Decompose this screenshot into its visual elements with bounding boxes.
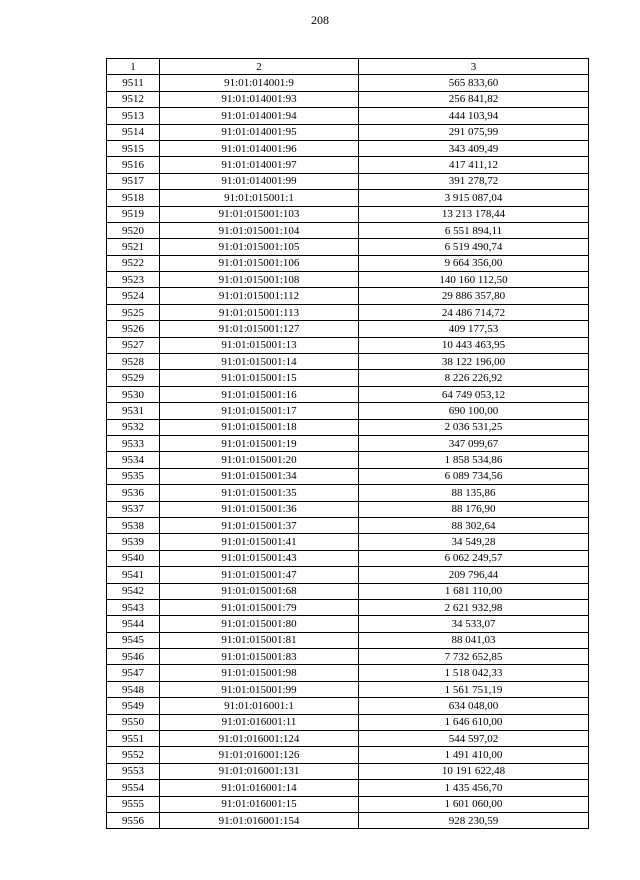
row-number-cell: 9543 — [107, 599, 160, 615]
row-number-cell: 9532 — [107, 419, 160, 435]
row-number-cell: 9518 — [107, 190, 160, 206]
value-cell: 6 089 734,56 — [359, 468, 589, 484]
table-row — [107, 763, 589, 779]
cadastral-number-cell: 91:01:016001:14 — [160, 780, 359, 796]
table-row — [107, 419, 589, 435]
row-number-cell: 9522 — [107, 255, 160, 271]
value-cell: 34 533,07 — [359, 616, 589, 632]
table-row — [107, 108, 589, 124]
row-number-cell: 9553 — [107, 763, 160, 779]
value-cell: 634 048,00 — [359, 698, 589, 714]
cadastral-number-cell: 91:01:016001:154 — [160, 812, 359, 828]
table-row — [107, 501, 589, 517]
row-number-cell: 9523 — [107, 272, 160, 288]
table-row — [107, 239, 589, 255]
value-cell: 13 213 178,44 — [359, 206, 589, 222]
row-number-cell: 9515 — [107, 140, 160, 156]
row-number-cell: 9531 — [107, 403, 160, 419]
table-row — [107, 222, 589, 238]
table-row — [107, 714, 589, 730]
cadastral-number-cell: 91:01:015001:35 — [160, 485, 359, 501]
table-row — [107, 599, 589, 615]
value-cell: 444 103,94 — [359, 108, 589, 124]
value-cell: 24 486 714,72 — [359, 304, 589, 320]
value-cell: 10 191 622,48 — [359, 763, 589, 779]
table-row — [107, 747, 589, 763]
table-row — [107, 731, 589, 747]
value-cell: 2 621 932,98 — [359, 599, 589, 615]
column-header-3: 3 — [359, 59, 589, 75]
cadastral-number-cell: 91:01:014001:95 — [160, 124, 359, 140]
cadastral-number-cell: 91:01:015001:20 — [160, 452, 359, 468]
cadastral-number-cell: 91:01:015001:18 — [160, 419, 359, 435]
cadastral-number-cell: 91:01:015001:98 — [160, 665, 359, 681]
table-row — [107, 173, 589, 189]
cadastral-number-cell: 91:01:016001:1 — [160, 698, 359, 714]
cadastral-number-cell: 91:01:015001:68 — [160, 583, 359, 599]
table-row — [107, 665, 589, 681]
cadastral-number-cell: 91:01:015001:103 — [160, 206, 359, 222]
table-row — [107, 567, 589, 583]
value-cell: 38 122 196,00 — [359, 354, 589, 370]
value-cell: 2 036 531,25 — [359, 419, 589, 435]
cadastral-number-cell: 91:01:015001:14 — [160, 354, 359, 370]
column-header-1: 1 — [107, 59, 160, 75]
value-cell: 88 176,90 — [359, 501, 589, 517]
cadastral-number-cell: 91:01:015001:127 — [160, 321, 359, 337]
row-number-cell: 9546 — [107, 649, 160, 665]
table-row — [107, 517, 589, 533]
cadastral-number-cell: 91:01:015001:81 — [160, 632, 359, 648]
row-number-cell: 9526 — [107, 321, 160, 337]
cadastral-number-cell: 91:01:015001:113 — [160, 304, 359, 320]
value-cell: 1 646 610,00 — [359, 714, 589, 730]
cadastral-number-cell: 91:01:015001:106 — [160, 255, 359, 271]
row-number-cell: 9547 — [107, 665, 160, 681]
table-row — [107, 190, 589, 206]
value-cell: 343 409,49 — [359, 140, 589, 156]
row-number-cell: 9527 — [107, 337, 160, 353]
value-cell: 1 601 060,00 — [359, 796, 589, 812]
table-row — [107, 157, 589, 173]
cadastral-number-cell: 91:01:015001:15 — [160, 370, 359, 386]
table-row — [107, 468, 589, 484]
cadastral-number-cell: 91:01:014001:94 — [160, 108, 359, 124]
value-cell: 6 551 894,11 — [359, 222, 589, 238]
value-cell: 34 549,28 — [359, 534, 589, 550]
column-header-2: 2 — [160, 59, 359, 75]
value-cell: 8 226 226,92 — [359, 370, 589, 386]
cadastral-number-cell: 91:01:015001:80 — [160, 616, 359, 632]
value-cell: 1 435 456,70 — [359, 780, 589, 796]
row-number-cell: 9535 — [107, 468, 160, 484]
table-header — [107, 59, 589, 75]
header-row — [107, 59, 589, 75]
value-cell: 6 519 490,74 — [359, 239, 589, 255]
value-cell: 1 561 751,19 — [359, 681, 589, 697]
row-number-cell: 9514 — [107, 124, 160, 140]
row-number-cell: 9517 — [107, 173, 160, 189]
cadastral-number-cell: 91:01:015001:99 — [160, 681, 359, 697]
table-row — [107, 698, 589, 714]
row-number-cell: 9530 — [107, 386, 160, 402]
table-row — [107, 796, 589, 812]
cadastral-number-cell: 91:01:015001:108 — [160, 272, 359, 288]
cadastral-number-cell: 91:01:014001:9 — [160, 75, 359, 91]
table-row — [107, 337, 589, 353]
value-cell: 565 833,60 — [359, 75, 589, 91]
value-cell: 544 597,02 — [359, 731, 589, 747]
row-number-cell: 9521 — [107, 239, 160, 255]
table-row — [107, 452, 589, 468]
table-row — [107, 632, 589, 648]
cadastral-number-cell: 91:01:016001:15 — [160, 796, 359, 812]
row-number-cell: 9512 — [107, 91, 160, 107]
table-row — [107, 485, 589, 501]
cadastral-number-cell: 91:01:016001:131 — [160, 763, 359, 779]
row-number-cell: 9544 — [107, 616, 160, 632]
row-number-cell: 9519 — [107, 206, 160, 222]
cadastral-number-cell: 91:01:015001:1 — [160, 190, 359, 206]
value-cell: 417 411,12 — [359, 157, 589, 173]
value-cell: 10 443 463,95 — [359, 337, 589, 353]
row-number-cell: 9536 — [107, 485, 160, 501]
row-number-cell: 9550 — [107, 714, 160, 730]
cadastral-number-cell: 91:01:015001:79 — [160, 599, 359, 615]
table-row — [107, 681, 589, 697]
row-number-cell: 9529 — [107, 370, 160, 386]
table-row — [107, 649, 589, 665]
row-number-cell: 9513 — [107, 108, 160, 124]
table-row — [107, 75, 589, 91]
cadastral-number-cell: 91:01:015001:83 — [160, 649, 359, 665]
table-row — [107, 583, 589, 599]
value-cell: 140 160 112,50 — [359, 272, 589, 288]
value-cell: 291 075,99 — [359, 124, 589, 140]
table-row — [107, 354, 589, 370]
cadastral-number-cell: 91:01:015001:34 — [160, 468, 359, 484]
value-cell: 88 041,03 — [359, 632, 589, 648]
table-row — [107, 321, 589, 337]
value-cell: 29 886 357,80 — [359, 288, 589, 304]
value-cell: 1 858 534,86 — [359, 452, 589, 468]
value-cell: 88 302,64 — [359, 517, 589, 533]
cadastral-number-cell: 91:01:015001:16 — [160, 386, 359, 402]
cadastral-number-cell: 91:01:015001:36 — [160, 501, 359, 517]
value-cell: 928 230,59 — [359, 812, 589, 828]
table-row — [107, 140, 589, 156]
cadastral-number-cell: 91:01:015001:104 — [160, 222, 359, 238]
value-cell: 409 177,53 — [359, 321, 589, 337]
row-number-cell: 9538 — [107, 517, 160, 533]
value-cell: 64 749 053,12 — [359, 386, 589, 402]
table-row — [107, 386, 589, 402]
cadastral-number-cell: 91:01:015001:17 — [160, 403, 359, 419]
cadastral-number-cell: 91:01:014001:97 — [160, 157, 359, 173]
row-number-cell: 9545 — [107, 632, 160, 648]
value-cell: 6 062 249,57 — [359, 550, 589, 566]
row-number-cell: 9551 — [107, 731, 160, 747]
table-row — [107, 616, 589, 632]
table-row — [107, 435, 589, 451]
row-number-cell: 9537 — [107, 501, 160, 517]
cadastral-number-cell: 91:01:014001:99 — [160, 173, 359, 189]
value-cell: 1 681 110,00 — [359, 583, 589, 599]
table-row — [107, 780, 589, 796]
row-number-cell: 9533 — [107, 435, 160, 451]
row-number-cell: 9549 — [107, 698, 160, 714]
cadastral-number-cell: 91:01:015001:112 — [160, 288, 359, 304]
row-number-cell: 9540 — [107, 550, 160, 566]
row-number-cell: 9542 — [107, 583, 160, 599]
table-row — [107, 255, 589, 271]
row-number-cell: 9516 — [107, 157, 160, 173]
value-cell: 391 278,72 — [359, 173, 589, 189]
value-cell: 256 841,82 — [359, 91, 589, 107]
value-cell: 3 915 087,04 — [359, 190, 589, 206]
value-cell: 1 518 042,33 — [359, 665, 589, 681]
cadastral-number-cell: 91:01:016001:124 — [160, 731, 359, 747]
row-number-cell: 9552 — [107, 747, 160, 763]
row-number-cell: 9520 — [107, 222, 160, 238]
cadastral-number-cell: 91:01:015001:19 — [160, 435, 359, 451]
table-row — [107, 550, 589, 566]
cadastral-number-cell: 91:01:016001:126 — [160, 747, 359, 763]
cadastral-number-cell: 91:01:015001:37 — [160, 517, 359, 533]
row-number-cell: 9511 — [107, 75, 160, 91]
table-row — [107, 206, 589, 222]
table-row — [107, 304, 589, 320]
row-number-cell: 9548 — [107, 681, 160, 697]
row-number-cell: 9555 — [107, 796, 160, 812]
value-cell: 1 491 410,00 — [359, 747, 589, 763]
cadastral-number-cell: 91:01:014001:96 — [160, 140, 359, 156]
row-number-cell: 9525 — [107, 304, 160, 320]
table-row — [107, 272, 589, 288]
cadastral-number-cell: 91:01:015001:13 — [160, 337, 359, 353]
table-body — [107, 75, 589, 829]
table-row — [107, 288, 589, 304]
cadastral-number-cell: 91:01:016001:11 — [160, 714, 359, 730]
table-row — [107, 91, 589, 107]
table-row — [107, 812, 589, 828]
row-number-cell: 9539 — [107, 534, 160, 550]
cadastral-number-cell: 91:01:014001:93 — [160, 91, 359, 107]
cadastral-number-cell: 91:01:015001:47 — [160, 567, 359, 583]
row-number-cell: 9556 — [107, 812, 160, 828]
table-row — [107, 124, 589, 140]
table-row — [107, 534, 589, 550]
cadastral-number-cell: 91:01:015001:43 — [160, 550, 359, 566]
page-number: 208 — [311, 13, 329, 27]
row-number-cell: 9534 — [107, 452, 160, 468]
table-row — [107, 370, 589, 386]
cadastral-number-cell: 91:01:015001:105 — [160, 239, 359, 255]
row-number-cell: 9554 — [107, 780, 160, 796]
row-number-cell: 9541 — [107, 567, 160, 583]
value-cell: 347 099,67 — [359, 435, 589, 451]
value-cell: 9 664 356,00 — [359, 255, 589, 271]
data-table — [106, 58, 589, 829]
row-number-cell: 9524 — [107, 288, 160, 304]
table-row — [107, 403, 589, 419]
value-cell: 209 796,44 — [359, 567, 589, 583]
value-cell: 7 732 652,85 — [359, 649, 589, 665]
value-cell: 88 135,86 — [359, 485, 589, 501]
row-number-cell: 9528 — [107, 354, 160, 370]
value-cell: 690 100,00 — [359, 403, 589, 419]
cadastral-number-cell: 91:01:015001:41 — [160, 534, 359, 550]
